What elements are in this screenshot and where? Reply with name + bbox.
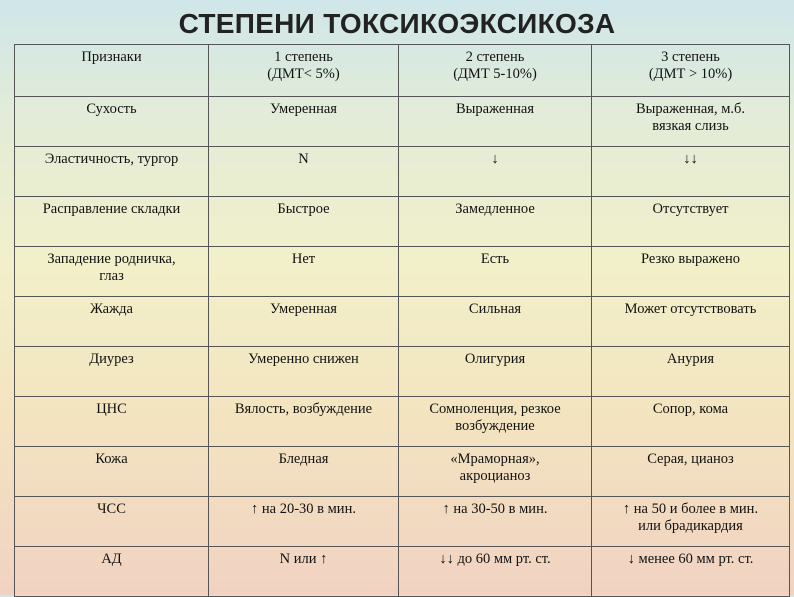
table-row	[15, 547, 790, 597]
header-cell: Признаки	[15, 45, 209, 97]
degree-cell: Нет	[209, 247, 399, 297]
table-row	[15, 347, 790, 397]
degree-cell: Олигурия	[399, 347, 592, 397]
sign-cell: Жажда	[15, 297, 209, 347]
header-cell: 3 степень (ДМТ > 10%)	[592, 45, 790, 97]
sign-cell: ЦНС	[15, 397, 209, 447]
degree-cell: Сомноленция, резкое возбуждение	[399, 397, 592, 447]
table-row	[15, 297, 790, 347]
degree-cell: Отсутствует	[592, 197, 790, 247]
sign-cell: Эластичность, тургор	[15, 147, 209, 197]
header-cell: 2 степень (ДМТ 5-10%)	[399, 45, 592, 97]
sign-cell: Западение родничка, глаз	[15, 247, 209, 297]
degree-cell: Бледная	[209, 447, 399, 497]
degree-cell: Быстрое	[209, 197, 399, 247]
table-header-row	[15, 45, 790, 97]
degree-cell: Умеренная	[209, 97, 399, 147]
table-row	[15, 97, 790, 147]
table-row	[15, 197, 790, 247]
sign-cell: Сухость	[15, 97, 209, 147]
header-cell: 1 степень (ДМТ< 5%)	[209, 45, 399, 97]
degree-cell: Может отсутствовать	[592, 297, 790, 347]
page-title: СТЕПЕНИ ТОКСИКОЭКСИКОЗА	[178, 8, 616, 39]
degree-cell: ↑ на 20-30 в мин.	[209, 497, 399, 547]
degree-cell: ↑ на 30-50 в мин.	[399, 497, 592, 547]
table-row	[15, 497, 790, 547]
table-body	[15, 45, 790, 597]
degree-cell: N	[209, 147, 399, 197]
table-row	[15, 247, 790, 297]
sign-cell: ЧСС	[15, 497, 209, 547]
table-row	[15, 147, 790, 197]
degree-cell: Замедленное	[399, 197, 592, 247]
degree-cell: ↓↓ до 60 мм рт. ст.	[399, 547, 592, 597]
degree-cell: ↓	[399, 147, 592, 197]
degree-cell: Умеренно снижен	[209, 347, 399, 397]
degree-cell: «Мраморная», акроцианоз	[399, 447, 592, 497]
degree-cell: Сильная	[399, 297, 592, 347]
degree-cell: Вялость, возбуждение	[209, 397, 399, 447]
degree-cell: Есть	[399, 247, 592, 297]
sign-cell: Диурез	[15, 347, 209, 397]
degree-cell: Умеренная	[209, 297, 399, 347]
degree-cell: Выраженная, м.б. вязкая слизь	[592, 97, 790, 147]
degree-cell: Серая, цианоз	[592, 447, 790, 497]
toxicosis-table	[14, 44, 790, 597]
degree-cell: Резко выражено	[592, 247, 790, 297]
table-row	[15, 397, 790, 447]
degree-cell: N или ↑	[209, 547, 399, 597]
table-row	[15, 447, 790, 497]
degree-cell: ↓↓	[592, 147, 790, 197]
sign-cell: Кожа	[15, 447, 209, 497]
degree-cell: Выраженная	[399, 97, 592, 147]
degree-cell: Сопор, кома	[592, 397, 790, 447]
degree-cell: Анурия	[592, 347, 790, 397]
degree-cell: ↑ на 50 и более в мин. или брадикардия	[592, 497, 790, 547]
sign-cell: АД	[15, 547, 209, 597]
sign-cell: Расправление складки	[15, 197, 209, 247]
degree-cell: ↓ менее 60 мм рт. ст.	[592, 547, 790, 597]
